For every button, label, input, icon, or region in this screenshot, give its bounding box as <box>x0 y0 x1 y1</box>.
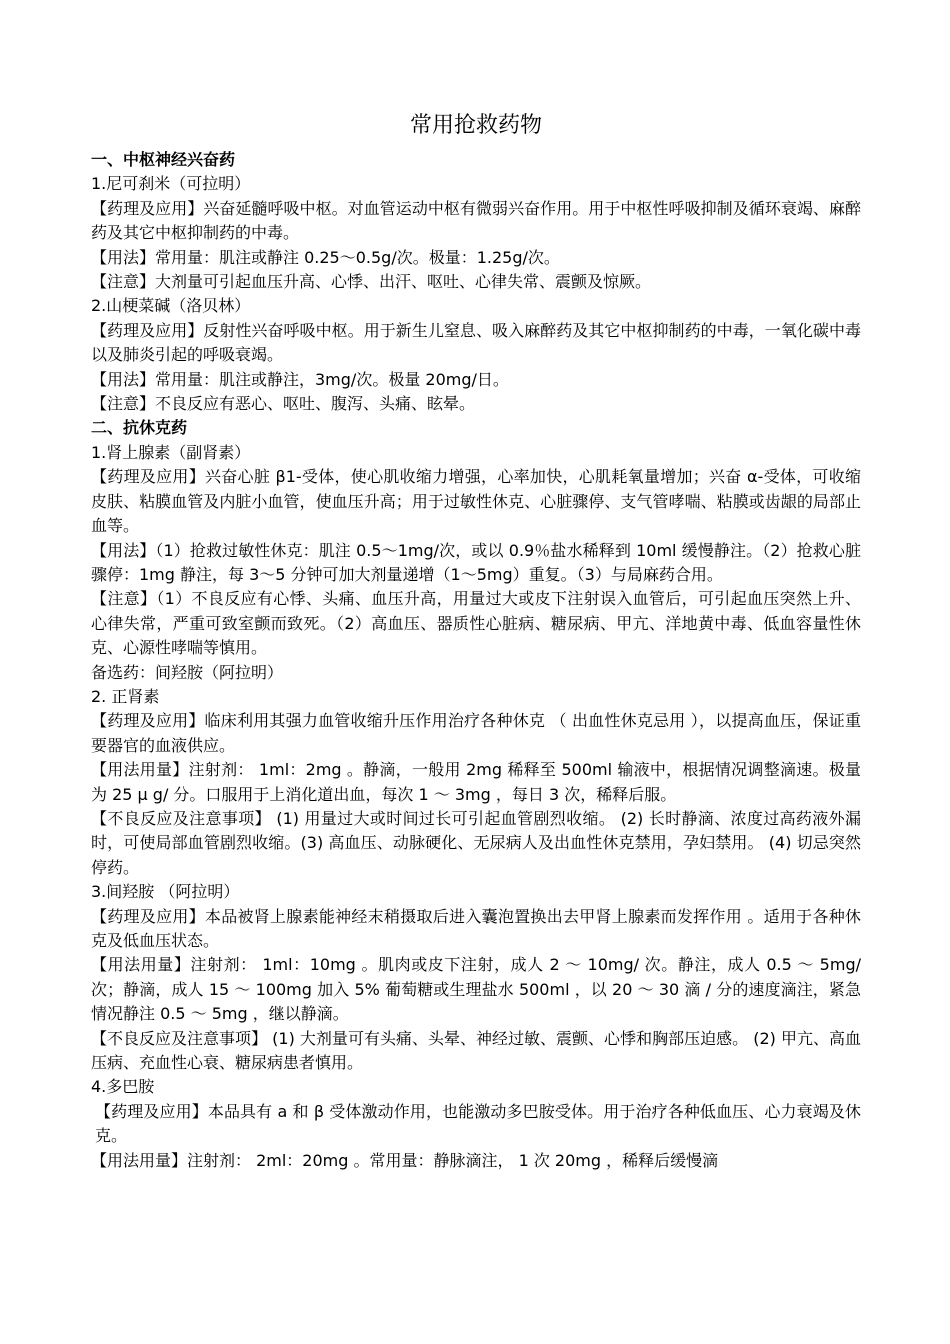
paragraph: 【不良反应及注意事项】 (1) 用量过大或时间过长可引起血管剧烈收缩。 (2) 长时静滴、浓度过高药液外漏时，可使局部血管剧烈收缩。(3) 高血压、动脉硬化、无尿病人及出血性休克禁用，孕妇禁用。 (4) 切忌突然停药。 <box>91 808 861 877</box>
paragraph: 【药理及应用】本品被肾上腺素能神经末稍摄取后进入囊泡置换出去甲肾上腺素而发挥作用 。适用于各种休克及低血压状态。 <box>91 906 861 950</box>
document-body <box>91 110 861 1173</box>
paragraph: 【药理及应用】反射性兴奋呼吸中枢。用于新生儿窒息、吸入麻醉药及其它中枢抑制药的中毒，一氧化碳中毒以及肺炎引起的呼吸衰竭。 <box>91 320 861 365</box>
page-title: 常用抢救药物 <box>409 113 542 138</box>
drug-heading: 1.尼可刹米（可拉明） <box>91 174 251 194</box>
section-heading: 一、中枢神经兴奋药 <box>91 150 236 169</box>
paragraph: 【药理及应用】临床利用其强力血管收缩升压作用治疗各种休克 （ 出血性休克忌用 ），以提高血压，保证重要器官的血液供应。 <box>91 711 861 755</box>
drug-heading: 4.多巴胺 <box>91 1077 155 1097</box>
paragraph: 【注意】不良反应有恶心、呕吐、腹泻、头痛、眩晕。 <box>91 394 476 414</box>
paragraph: 【用法】常用量：肌注或静注，3mg/次。极量 20mg/日。 <box>91 369 509 389</box>
drug-heading: 3.间羟胺 （阿拉明） <box>91 882 240 902</box>
drug-heading: 2.山梗菜碱（洛贝林） <box>91 296 251 316</box>
section-heading: 二、抗休克药 <box>91 418 188 438</box>
paragraph: 【用法用量】注射剂： 1ml：2mg 。静滴，一般用 2mg 稀释至 500ml 输液中，根据情况调整滴速。极量为 25 μ g/ 分。口服用于上消化道出血，每次 1 ～ 3mg ，每日 3 次，稀释后服。 <box>91 760 861 804</box>
drug-heading: 1.肾上腺素（副肾素） <box>91 442 251 462</box>
paragraph: 【不良反应及注意事项】 (1) 大剂量可有头痛、头晕、神经过敏、震颤、心悸和胸部压迫感。 (2) 甲亢、高血压病、充血性心衰、糖尿病患者慎用。 <box>91 1028 861 1073</box>
paragraph: 【用法】（1）抢救过敏性休克：肌注 0.5～1mg/次，或以 0.9％盐水稀释到 10ml 缓慢静注。（2）抢救心脏骤停：1mg 静注，每 3～5 分钟可加大剂量递增（1～5mg）重复。（3）与局麻药合用。 <box>91 540 861 584</box>
paragraph: 备选药：间羟胺（阿拉明） <box>91 662 284 682</box>
paragraph: 【药理及应用】兴奋延髓呼吸中枢。对血管运动中枢有微弱兴奋作用。用于中枢性呼吸抑制及循环衰竭、麻醉药及其它中枢抑制药的中毒。 <box>91 198 861 243</box>
paragraph: 【用法】常用量：肌注或静注 0.25～0.5g/次。极量：1.25g/次。 <box>91 247 560 267</box>
drug-heading: 2. 正肾素 <box>91 686 160 706</box>
paragraph: 【药理及应用】兴奋心脏 β1-受体，使心肌收缩力增强，心率加快，心肌耗氧量增加；兴奋 α-受体，可收缩皮肤、粘膜血管及内脏小血管，使血压升高；用于过敏性休克、心脏骤停、支气管哮喘、粘膜或齿龈的局部止血等。 <box>91 467 861 536</box>
paragraph: 【注意】（1）不良反应有心悸、头痛、血压升高，用量过大或皮下注射误入血管后，可引起血压突然上升、心律失常，严重可致室颤而致死。（2）高血压、器质性心脏病、糖尿病、甲亢、洋地黄中毒、低血容量性休克、心源性哮喘等慎用。 <box>91 589 861 658</box>
paragraph: 【注意】大剂量可引起血压升高、心悸、出汗、呕吐、心律失常、震颤及惊厥。 <box>91 272 652 292</box>
paragraph: 【药理及应用】本品具有 a 和 β 受体激动作用，也能激动多巴胺受体。用于治疗各种低血压、心力衰竭及休克。 <box>95 1101 861 1146</box>
paragraph: 【用法用量】注射剂： 1ml：10mg 。肌肉或皮下注射，成人 2 ～ 10mg/ 次。静注，成人 0.5 ～ 5mg/ 次；静滴，成人 15 ～ 100mg 加入 5% 葡萄糖或生理盐水 500ml ，以 20 ～ 30 滴 / 分的速度滴注，紧急情况静注 0.5 ～ 5mg ，继以静滴。 <box>91 955 861 1024</box>
paragraph: 【用法用量】注射剂： 2ml：20mg 。常用量：静脉滴注， 1 次 20mg ，稀释后缓慢滴 <box>91 1150 719 1170</box>
